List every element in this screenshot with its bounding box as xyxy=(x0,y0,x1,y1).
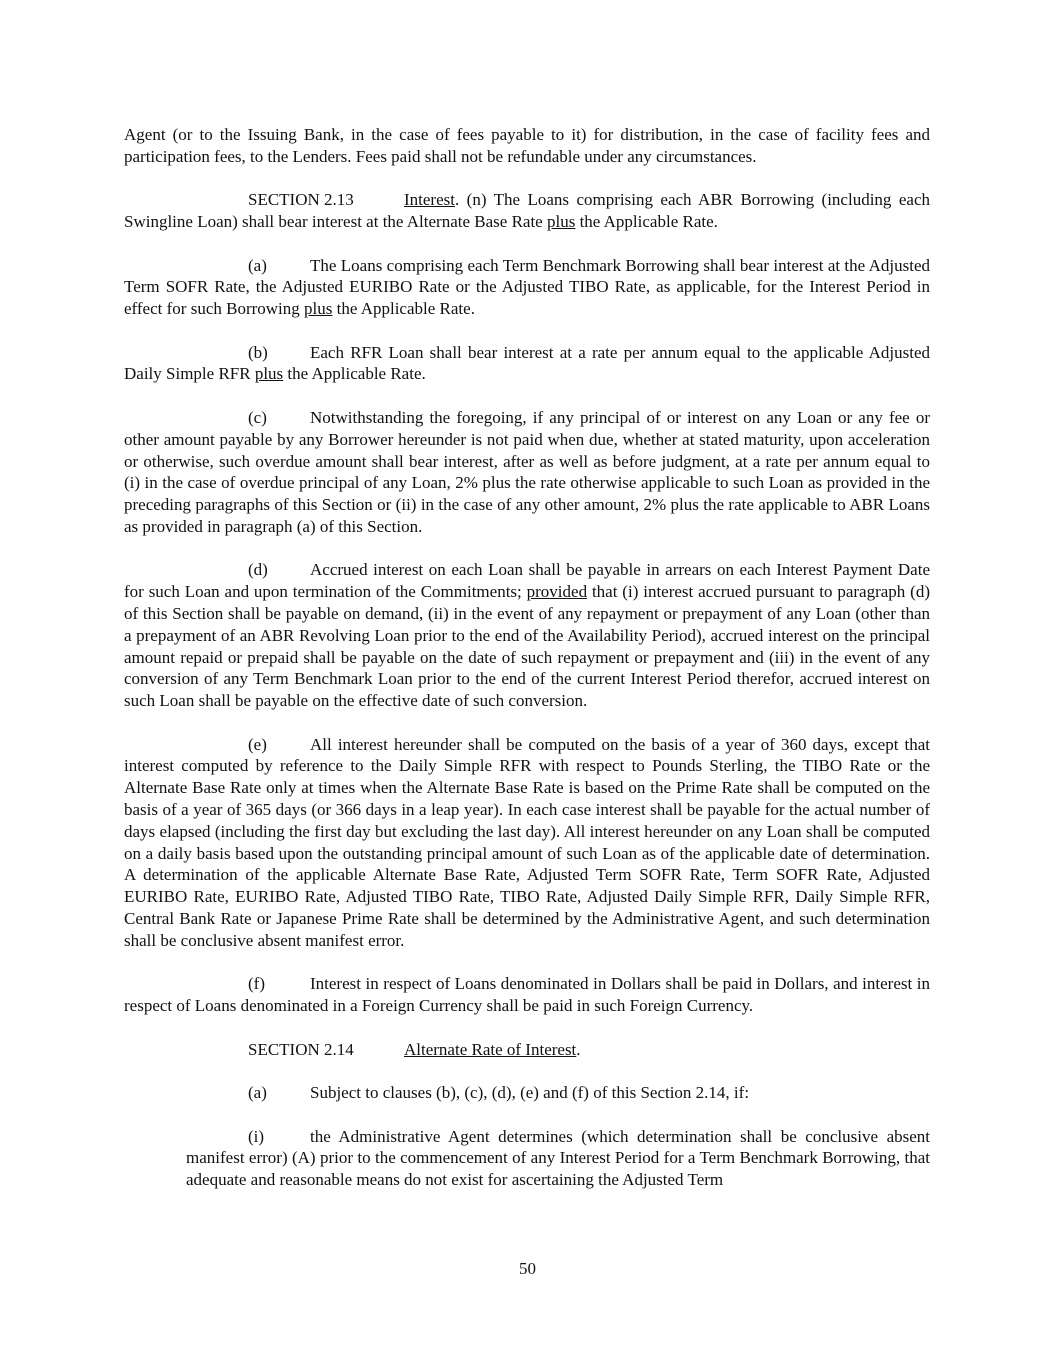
paragraph-text: the Applicable Rate. xyxy=(332,299,475,319)
paragraph-b xyxy=(124,342,930,386)
section-number: SECTION 2.14 xyxy=(248,1039,354,1059)
clause-label: (b) xyxy=(248,342,268,362)
page-body xyxy=(124,124,930,1213)
clause-label: (d) xyxy=(248,560,268,580)
plus-term: plus xyxy=(254,364,284,384)
section-number: SECTION 2.13 xyxy=(248,190,354,210)
paragraph-text: . (n) The Loans comprising each ABR Borrowing (including each Swingline Loan) shall bear interest at the Alternate Base Rate xyxy=(124,190,930,232)
subclause-i xyxy=(186,1126,930,1191)
provided-term: provided xyxy=(526,582,588,602)
paragraph-text: the Administrative Agent determines (which determination shall be conclusive absent manifest error) (A) prior to the commencement of any Interest Period for a Term Benchmark Borrowing, that adequate and reasonable means do not exist for ascertaining the Adjusted Term xyxy=(186,1126,930,1190)
paragraph-text: the Applicable Rate. xyxy=(283,364,426,384)
paragraph-2-14-a xyxy=(124,1082,930,1104)
clause-label: (a) xyxy=(248,1083,267,1103)
paragraph-text: Subject to clauses (b), (c), (d), (e) and (f) of this Section 2.14, if: xyxy=(310,1083,750,1103)
paragraph-text: the Applicable Rate. xyxy=(575,212,718,232)
paragraph-d xyxy=(124,559,930,712)
paragraph-text: Agent (or to the Issuing Bank, in the case of fees payable to it) for distribution, in the case of facility fees and participation fees, to the Lenders. Fees paid shall not be refundable under any circumstances. xyxy=(124,125,930,166)
plus-term: plus xyxy=(304,299,333,319)
paragraph-text: All interest hereunder shall be computed on the basis of a year of 360 days, except that interest computed by reference to the Daily Simple RFR with respect to Pounds Sterling, the TIBO Rate or the Alternate Base Rate only at times when the Alternate Base Rate is based on the Prime Rate shall be computed on the basis of a year of 365 days (or 366 days in a leap year). In each case interest shall be payable for the actual number of days elapsed (including the first day but excluding the last day). All interest hereunder on any Loan shall be computed on a daily basis based upon the outstanding principal amount of such Loan as of the applicable date of determination. A determination of the applicable Alternate Base Rate, Adjusted Term SOFR Rate, Term SOFR Rate, Adjusted EURIBO Rate, EURIBO Rate, Adjusted TIBO Rate, TIBO Rate, Adjusted Daily Simple RFR, Daily Simple RFR, Central Bank Rate or Japanese Prime Rate shall be determined by the Administrative Agent, and such determination shall be conclusive absent manifest error. xyxy=(124,734,930,950)
section-heading: Interest xyxy=(404,190,455,210)
clause-label: (e) xyxy=(248,734,267,754)
paragraph-text: that (i) interest accrued pursuant to paragraph (d) of this Section shall be payable on demand, (ii) in the event of any repayment or prepayment of any Loan (other than a prepayment of an ABR Revolving Loan prior to the end of the Availability Period), accrued interest on the principal amount repaid or prepaid shall be payable on the date of such repayment or prepayment and (iii) in the event of any conversion of any Term Benchmark Loan prior to the end of the current Interest Period therefor, accrued interest on such Loan shall be payable on the effective date of such conversion. xyxy=(124,582,930,711)
heading-period: . xyxy=(576,1039,581,1059)
paragraph-a xyxy=(124,255,930,320)
section-heading: Alternate Rate of Interest xyxy=(404,1039,577,1059)
paragraph-e xyxy=(124,734,930,952)
clause-label: (i) xyxy=(248,1126,265,1146)
paragraph-text: The Loans comprising each Term Benchmark Borrowing shall bear interest at the Adjusted Term SOFR Rate, the Adjusted EURIBO Rate or the Adjusted TIBO Rate, as applicable, for the Interest Period in effect for such Borrowing xyxy=(124,255,930,319)
clause-label: (c) xyxy=(248,407,267,427)
paragraph-text: Notwithstanding the foregoing, if any principal of or interest on any Loan or any fee or other amount payable by any Borrower hereunder is not paid when due, whether at stated maturity, upon acceleration or otherwise, such overdue amount shall bear interest, after as well as before judgment, at a rate per annum equal to (i) in the case of overdue principal of any Loan, 2% plus the rate otherwise applicable to such Loan as provided in the preceding paragraphs of this Section or (ii) in the case of any other amount, 2% plus the rate applicable to ABR Loans as provided in paragraph (a) of this Section. xyxy=(124,407,930,536)
paragraph-f xyxy=(124,973,930,1017)
paragraph-fees-continuation xyxy=(124,124,930,168)
page-number: 50 xyxy=(519,1259,536,1278)
section-2-14-heading xyxy=(124,1039,930,1061)
paragraph-text: Accrued interest on each Loan shall be payable in arrears on each Interest Payment Date for such Loan and upon termination of the Commitments; xyxy=(124,560,930,602)
paragraph-text: Interest in respect of Loans denominated in Dollars shall be paid in Dollars, and interest in respect of Loans denominated in a Foreign Currency shall be paid in such Foreign Currency. xyxy=(124,974,930,1016)
paragraph-text: Each RFR Loan shall bear interest at a rate per annum equal to the applicable Adjusted Daily Simple RFR xyxy=(124,342,930,384)
plus-term: plus xyxy=(546,212,576,232)
clause-label: (f) xyxy=(248,974,265,994)
section-2-13-paragraph xyxy=(124,189,930,233)
clause-label: (a) xyxy=(248,255,267,275)
paragraph-c xyxy=(124,407,930,538)
